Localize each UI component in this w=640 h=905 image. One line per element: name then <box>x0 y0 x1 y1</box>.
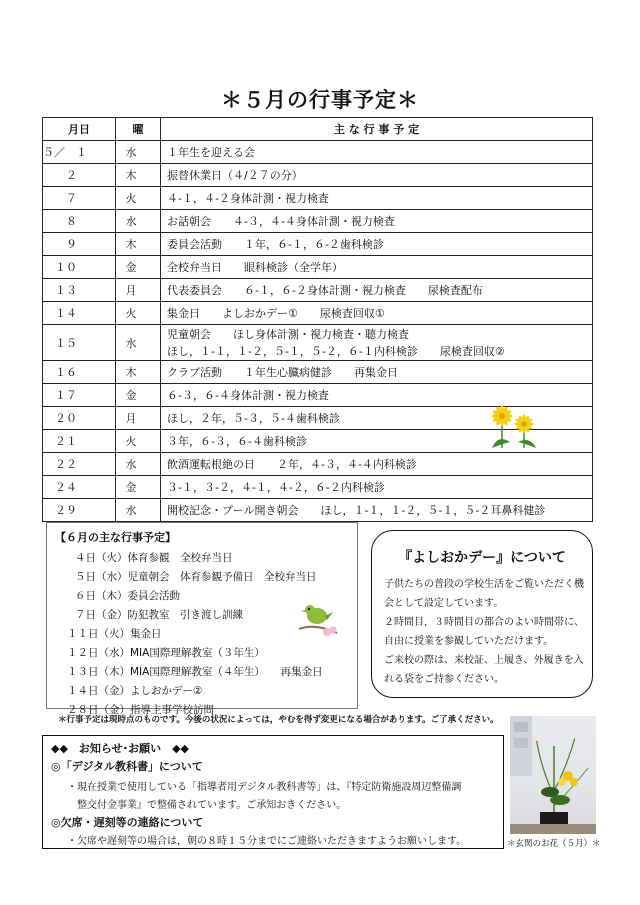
schedule-header-row <box>43 118 593 141</box>
absence-contact-text: ・欠席や遅刻等の場合は，朝の８時１５分までにご連絡いただきますようお願いします。 <box>67 836 467 847</box>
notices-box <box>42 735 504 849</box>
june-events-box <box>46 522 358 716</box>
row-date: １３ <box>43 279 116 302</box>
schedule-row <box>43 499 593 522</box>
row-events <box>161 302 593 325</box>
page-title: ＊５月の行事予定＊ <box>221 88 419 112</box>
schedule-row <box>43 453 593 476</box>
row-day: 火 <box>116 430 161 453</box>
yoshioka-paragraph: ご来校の際は、来校証、上履き、外履きを入れる袋をご持参ください。 <box>384 655 584 685</box>
june-event-item: １３日（木）MIA国際理解教室（４年生） 再集金日 <box>67 666 323 678</box>
june-event-item: １２日（水）MIA国際理解教室（３年生） <box>67 647 265 659</box>
event-text: 飲酒運転根絶の日 ２年，４-３，４-４内科検診 <box>167 457 417 471</box>
schedule-disclaimer: ＊行事予定は現時点のものです。今後の状況によっては，やむを得ず変更になる場合があります。ご了承ください。 <box>58 715 499 725</box>
row-events <box>161 361 593 384</box>
event-text: 振替休業日（４/２７の分） <box>167 168 303 182</box>
entrance-flower-photo <box>510 716 596 834</box>
event-text: ６-３，６-４身体計測・視力検査 <box>167 388 329 402</box>
schedule-row <box>43 361 593 384</box>
row-events <box>161 187 593 210</box>
row-day: 火 <box>116 187 161 210</box>
row-day: 水 <box>116 453 161 476</box>
schedule-table <box>42 117 593 522</box>
bird-on-branch-icon <box>297 599 339 639</box>
row-events <box>161 164 593 187</box>
row-date: ２ <box>43 164 116 187</box>
june-event-item: １１日（火）集金日 <box>67 628 162 640</box>
header-date: 月日 <box>43 118 116 141</box>
row-day: 金 <box>116 384 161 407</box>
row-day: 金 <box>116 256 161 279</box>
header-events: 主 な 行 事 予 定 <box>161 118 593 141</box>
schedule-row <box>43 476 593 499</box>
digital-textbook-title: ◎「デジタル教科書」について <box>51 760 203 773</box>
event-text: 代表委員会 ６-１，６-２身体計測・視力検査 尿検査配布 <box>167 283 483 297</box>
yoshioka-text <box>384 575 584 689</box>
row-events <box>161 453 593 476</box>
row-date: ２０ <box>43 407 116 430</box>
dandelion-illustration-icon <box>486 402 542 450</box>
row-date: ９ <box>43 233 116 256</box>
row-day: 水 <box>116 141 161 164</box>
june-event-item: １４日（金）よしおかデー② <box>67 685 203 697</box>
event-text: ３-１，３-２，４-１，４-２，６-２内科検診 <box>167 480 385 494</box>
row-date: ８ <box>43 210 116 233</box>
row-events <box>161 210 593 233</box>
row-day: 火 <box>116 302 161 325</box>
row-day: 木 <box>116 361 161 384</box>
row-date: １４ <box>43 302 116 325</box>
digital-textbook-text: ・現在授業で使用している「指導者用デジタル教科書等」は、『特定防衛施設周辺整備調 <box>67 782 462 793</box>
schedule-row <box>43 210 593 233</box>
absence-contact-title: ◎欠席・遅刻等の連絡について <box>51 816 204 829</box>
schedule-row <box>43 141 593 164</box>
row-day: 木 <box>116 233 161 256</box>
row-events <box>161 499 593 522</box>
row-events <box>161 476 593 499</box>
row-events <box>161 141 593 164</box>
schedule-row <box>43 302 593 325</box>
photo-caption: ＊玄関のお花（５月）＊ <box>507 839 601 849</box>
row-date: １５ <box>43 325 116 361</box>
event-text: 全校弁当日 眼科検診（全学年） <box>167 260 343 274</box>
june-event-item: ５日（水）児童朝会 体育参観予備日 全校弁当日 <box>75 571 317 583</box>
event-text: お話朝会 ４-３，４-４身体計測・視力検査 <box>167 214 395 228</box>
row-date: ５／ １ <box>43 141 116 164</box>
schedule-row <box>43 233 593 256</box>
row-events <box>161 325 593 361</box>
event-text: １年生を迎える会 <box>167 145 255 159</box>
schedule-row <box>43 279 593 302</box>
row-events <box>161 256 593 279</box>
row-events <box>161 233 593 256</box>
june-event-item: ２８日（金）指導主事学校訪問 <box>67 704 214 716</box>
yoshioka-paragraph: ２時間目，３時間目の都合のよい時間帯に、自由に授業を参観していただけます。 <box>384 617 584 647</box>
event-text: ４-１，４-２身体計測・視力検査 <box>167 191 329 205</box>
event-text: ほし，２年，５-３，５-４歯科検診 <box>167 411 340 425</box>
row-date: １０ <box>43 256 116 279</box>
june-event-item: ７日（金）防犯教室 引き渡し訓練 <box>75 609 243 621</box>
event-text: 委員会活動 １年，６-１，６-２歯科検診 <box>167 237 384 251</box>
event-text: 児童朝会 ほし身体計測・視力検査・聴力検査 <box>167 327 409 341</box>
row-date: ２１ <box>43 430 116 453</box>
yoshioka-paragraph: 子供たちの普段の学校生活をご覧いただく機会として設定しています。 <box>384 579 584 609</box>
june-event-item: ４日（火）体育参観 全校弁当日 <box>75 552 233 564</box>
row-day: 月 <box>116 279 161 302</box>
row-day: 木 <box>116 164 161 187</box>
june-heading: 【６月の主な行事予定】 <box>55 531 176 544</box>
row-day: 水 <box>116 499 161 522</box>
event-text: クラブ活動 １年生心臓病健診 再集金日 <box>167 365 398 379</box>
event-text: 集金日 よしおかデー① 尿検査回収① <box>167 306 385 320</box>
event-text: ほし，１-１，１-２，５-１，５-２，６-１内科検診 尿検査回収② <box>167 344 505 358</box>
schedule-row <box>43 325 593 361</box>
yoshioka-day-box <box>371 530 593 698</box>
schedule-row <box>43 187 593 210</box>
event-text: ３年，６-３，６-４歯科検診 <box>167 434 307 448</box>
row-events <box>161 279 593 302</box>
schedule-row <box>43 164 593 187</box>
row-day: 水 <box>116 325 161 361</box>
digital-textbook-text: 整交付金事業』で整備されています。ご承知おきください。 <box>77 800 347 811</box>
row-date: ７ <box>43 187 116 210</box>
june-events-list <box>55 549 323 720</box>
row-date: ２４ <box>43 476 116 499</box>
row-day: 水 <box>116 210 161 233</box>
row-date: ２９ <box>43 499 116 522</box>
schedule-row <box>43 256 593 279</box>
yoshioka-title: 『よしおかデー』について <box>398 550 566 566</box>
row-day: 金 <box>116 476 161 499</box>
june-event-item: ６日（木）委員会活動 <box>75 590 180 602</box>
notices-heading: ◆◆ お知らせ･お願い ◆◆ <box>51 742 190 755</box>
event-text: 開校記念・プール開き朝会 ほし，１-１，１-２，５-１，５-２耳鼻科健診 <box>167 503 546 517</box>
row-date: １６ <box>43 361 116 384</box>
header-day: 曜 <box>116 118 161 141</box>
row-date: １７ <box>43 384 116 407</box>
row-day: 月 <box>116 407 161 430</box>
row-date: ２２ <box>43 453 116 476</box>
